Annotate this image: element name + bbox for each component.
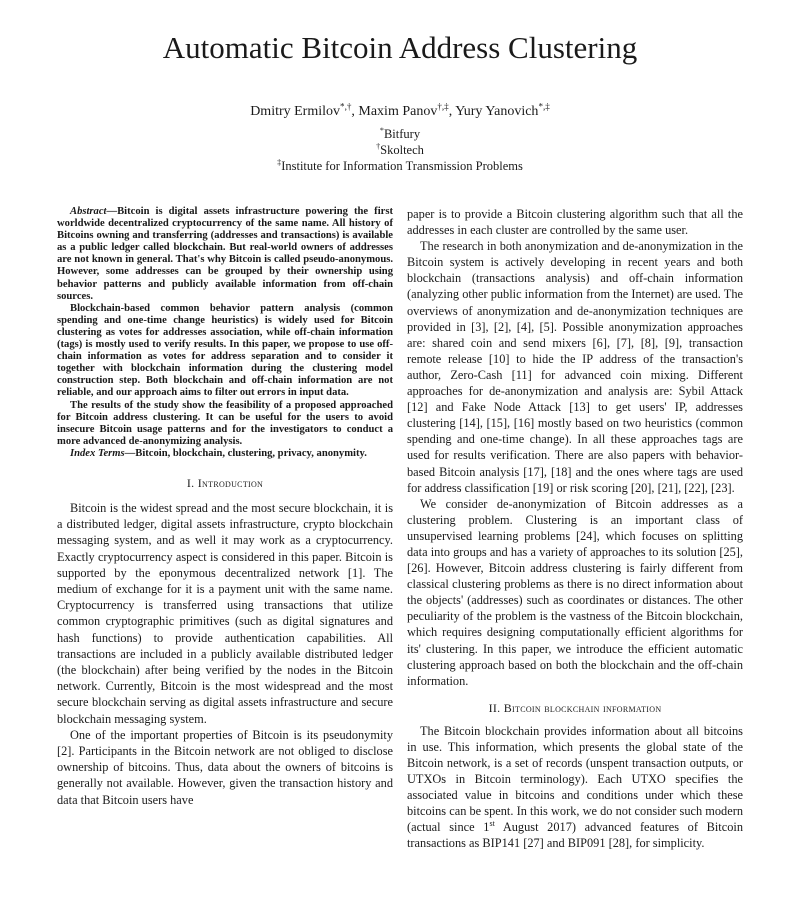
affiliation bbox=[0, 126, 800, 142]
affiliation-mark: ‡ bbox=[277, 157, 282, 167]
right-column bbox=[407, 206, 743, 852]
author-affiliation-marks: †,‡ bbox=[437, 101, 449, 112]
body-paragraph: The research in both anonymization and de-anonymization in the Bitcoin system is actively developing in recent years and both blockchain (transactions analysis) and off-chain information (analyzing other public information from the Internet) are used. The overviews of anonymization and de-anonymization techniques are provided in [3], [2], [4], [5]. Possible anonymization approaches are: shared coin and send mixers [6], [7], [8], [9], transaction remote release [10] to hide the IP address of the transaction's author, Zero-Cash [11] for advanced coin mixing. Different approaches for de-anonymization and analysis are: Sybil Attack [12] and Fake Node Attack [13] to get users' IP, addresses clustering [14], [15], [16] mostly based on two heuristics (common spending and one-time change). In all these approaches tags are used for results verification. There are also papers with behavior-based Bitcoin analysis [17], [18] and the ones where tags are used for address classification [19] or risk scoring [20], [21], [22], [23]. bbox=[407, 239, 743, 495]
body-paragraph: We consider de-anonymization of Bitcoin addresses as a clustering problem. Clustering is an important class of unsupervised learning problems [24], which focuses on splitting data into groups and has a variety of approaches to its solution [25], [26]. However, Bitcoin address clustering is fairly different from classical clustering problems as there is no direct information about the objects' (addresses) such as coordinates or distances. The other peculiarity of the problem is the vastness of the Bitcoin blockchain, which requires designing computationally efficient algorithms for its' clustering. In this paper, we introduce the efficient automatic clustering approach based on both the blockchain and the off-chain information. bbox=[407, 496, 743, 688]
affiliation bbox=[0, 142, 800, 158]
introduction-body bbox=[57, 500, 393, 808]
abstract-label: Abstract bbox=[70, 206, 107, 217]
abstract bbox=[57, 206, 393, 460]
affiliation-name: Institute for Information Transmission Problems bbox=[281, 159, 523, 173]
body-paragraph-continued: paper is to provide a Bitcoin clustering algorithm such that all the addresses in each cluster are controlled by the same user. bbox=[407, 207, 743, 238]
section-heading-blockchain-information: II. Bitcoin blockchain information bbox=[488, 700, 662, 715]
author-list: Dmitry Ermilov*,†, Maxim Panov†,‡, Yury Yanovich*,‡ bbox=[250, 101, 550, 119]
body-text-run: The Bitcoin blockchain provides information about all bitcoins in use. This information, which presents the global state of the Bitcoin network, is a set of records (unspent transaction outputs, or UTXOs in Bitcoin terminology). Each UTXO specifies the associated value in bitcoins and conditions under which these bitcoins can be spent. In this work, we do not consider such modern (actual since 1 bbox=[407, 723, 743, 835]
abstract-paragraph: The results of the study show the feasibility of a proposed approached for Bitcoin address clustering. It can be useful for the users to avoid insecure Bitcoin usage patterns and for the investigators to conduct a more advanced de-anonymizing analysis. bbox=[57, 399, 393, 447]
affiliation-name: Bitfury bbox=[383, 127, 421, 141]
author-name: Yury Yanovich bbox=[455, 104, 539, 119]
affiliation bbox=[0, 158, 800, 174]
ordinal-suffix: st bbox=[489, 819, 495, 829]
blockchain-information-body bbox=[407, 723, 743, 852]
body-paragraph: One of the important properties of Bitcoin is its pseudonymity [2]. Participants in the Bitcoin network are not obliged to disclose ownership of bitcoins. Thus, data about the owners of bitcoins is generally not available. However, given the transaction history and data that Bitcoin users have bbox=[57, 727, 393, 807]
affiliation-mark: † bbox=[376, 141, 381, 151]
author-affiliation-marks: *,† bbox=[340, 101, 352, 112]
body-text-run: August 2017) advanced features of Bitcoin transactions as BIP141 [27] and BIP091 [28], for simplicity. bbox=[407, 820, 743, 851]
affiliation-name: Skoltech bbox=[380, 143, 424, 157]
affiliation-mark: * bbox=[379, 125, 384, 135]
body-paragraph: Bitcoin is the widest spread and the most secure blockchain, it is a distributed ledger, digital assets infrastructure, crypto blockchain messaging system, and as well it may work as a cryptocurrency. Exactly cryptocurrency aspect is considered in this paper. Bitcoin is supported by the eponymous decentralized network [1]. The medium of exchange for it is a payment unit with the same name. Cryptocurrency is transferred using transactions that utilize common cryptographic primitives (such as digital signatures and hash functions) to provide authentication capabilities. All transactions are included in a publicly available distributed ledger (the blockchain) after being verified by the nodes in the Bitcoin network. Currently, Bitcoin is the most widespread and the most secure blockchain serving as digital assets infrastructure and secure blockchain messaging system. bbox=[57, 500, 393, 726]
section-heading-introduction: I. Introduction bbox=[186, 475, 264, 490]
author-name: Maxim Panov bbox=[358, 104, 438, 119]
introduction-body-continued bbox=[407, 206, 743, 689]
index-terms-label: Index Terms bbox=[70, 447, 125, 459]
author-affiliation-marks: *,‡ bbox=[538, 101, 550, 112]
abstract-paragraph: Blockchain-based common behavior pattern analysis (common spending and one-time change heuristics) is widely used for Bitcoin clustering as votes for addresses association, while off-chain information (tags) is mostly used to verify results. In this paper, we propose to use off-chain information as votes for address separation and to consider it together with blockchain information during the clustering model construction step. Both blockchain and off-chain information are not reliable, and our approach aims to filter out errors in input data. bbox=[57, 302, 393, 399]
body-paragraph bbox=[407, 723, 743, 852]
abstract-text: —Bitcoin is digital assets infrastructure powering the first worldwide decentralized cryptocurrency of the same name. All history of Bitcoins owning and transferring (addresses and transactions) is available as a public ledger called blockchain. But real-world owners of addresses are not known in general. That's why Bitcoin is called pseudo-anonymous. However, some addresses can be grouped by their ownership using behavior patterns and publicly available information from off-chain sources. bbox=[57, 206, 393, 302]
left-column bbox=[57, 206, 393, 808]
author-name: Dmitry Ermilov bbox=[250, 104, 341, 119]
index-terms-text: —Bitcoin, blockchain, clustering, privacy, anonymity. bbox=[124, 447, 367, 459]
abstract-paragraph bbox=[57, 206, 393, 303]
index-terms bbox=[57, 448, 393, 460]
paper-title: Automatic Bitcoin Address Clustering bbox=[162, 30, 638, 65]
